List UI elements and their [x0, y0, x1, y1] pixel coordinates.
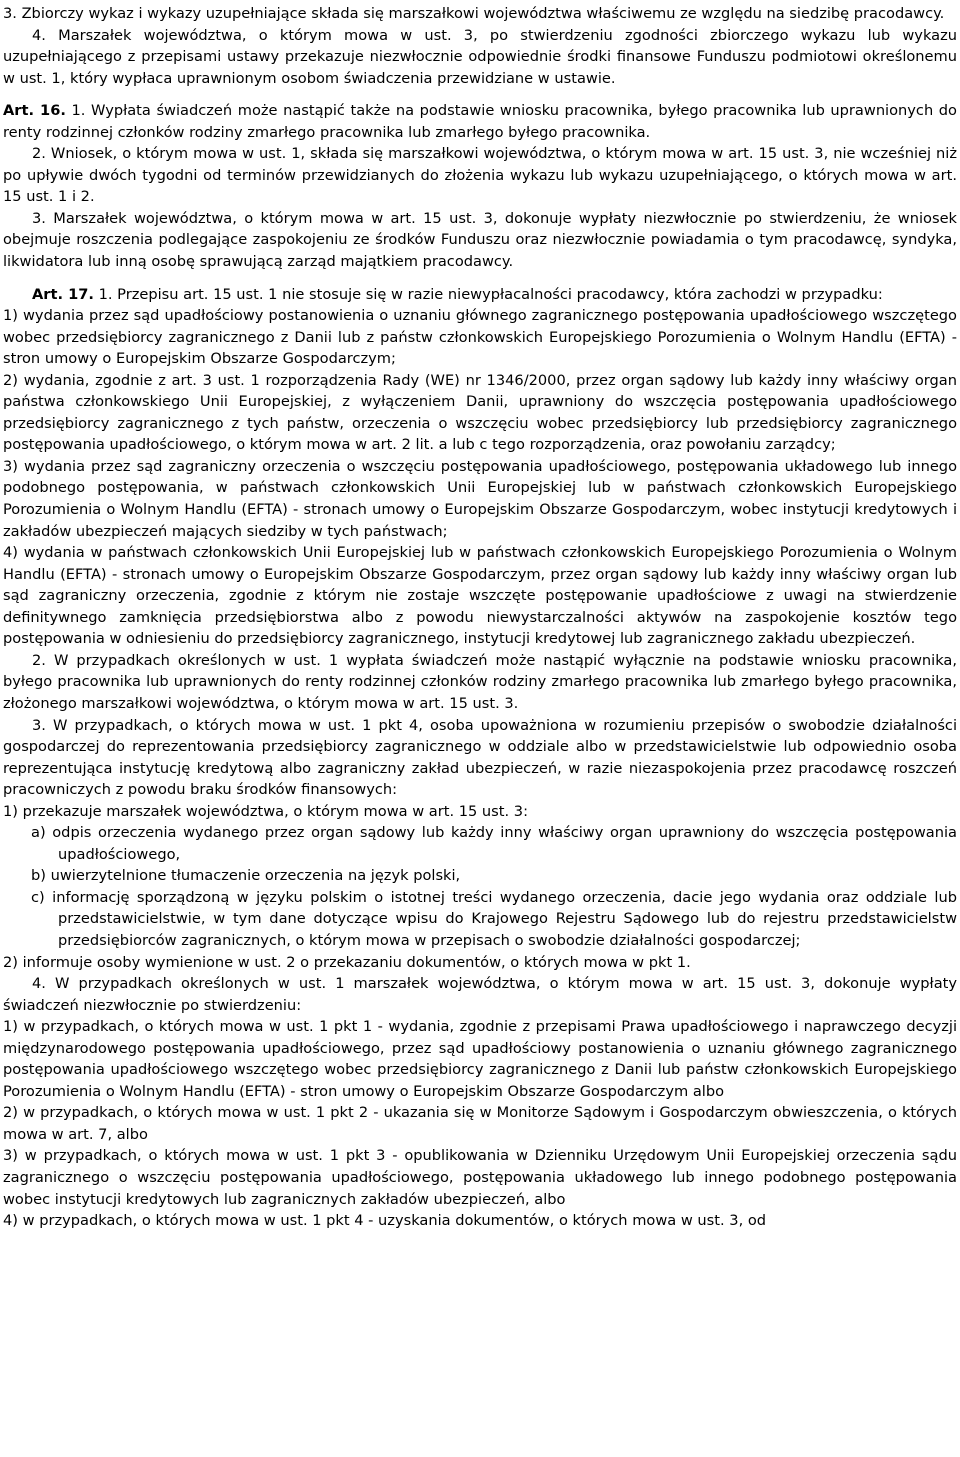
- paragraph-text: 1. Przepisu art. 15 ust. 1 nie stosuje się w razie niewypłacalności pracodawcy, która zachodzi w przypadku:: [93, 285, 883, 303]
- paragraph: [3, 542, 957, 650]
- paragraph-text: 1) w przypadkach, o których mowa w ust. 1 pkt 1 - wydania, zgodnie z przepisami Prawa upadłościowego i naprawczego decyzji międzynarodowego postępowania upadłościowego, przez sąd upadłościowy postanowienia o uznaniu głównego zagranicznego postępowania upadłościowego wszczętego wobec przedsiębiorcy zagranicznego z Danii lub państw członkowskich Europejskiego Porozumienia o Wolnym Handlu (EFTA) - stron umowy o Europejskim Obszarze Gospodarczym albo: [3, 1018, 957, 1100]
- paragraph-text: c) informację sporządzoną w języku polskim o istotnej treści wydanego orzeczenia, dacie jego wydania oraz oddziale lub przedstawicielstwie, w tym dane dotyczące wpisu do Krajowego Rejestru Sądowego lub do rejestru przedstawicielstw przedsiębiorców zagranicznych, o którym mowa w przepisach o swobodzie działalności gospodarczej;: [31, 888, 957, 949]
- paragraph-text: 2) wydania, zgodnie z art. 3 ust. 1 rozporządzenia Rady (WE) nr 1346/2000, przez organ sądowy lub każdy inny właściwy organ państwa członkowskiego Unii Europejskiej, z wyłączeniem Danii, uprawniony do wszczęcia postępowania upadłościowego przedsiębiorcy zagranicznego z tych państw, orzeczenia o wszczęciu wobec przedsiębiorcy lub przedsiębiorcy zagranicznego postępowania upadłościowego, o którym mowa w art. 2 lit. a lub c tego rozporządzenia, oraz powołaniu zarządcy;: [3, 371, 957, 454]
- paragraph-text: 2. W przypadkach określonych w ust. 1 wypłata świadczeń może nastąpić wyłącznie na podstawie wniosku pracownika, byłego pracownika lub uprawnionych do renty rodzinnej członków rodziny zmarłego pracownika lub zmarłego byłego pracownika, złożonego marszałkowi województwa, o którym mowa w art. 15 ust. 3.: [3, 651, 957, 712]
- paragraph: [3, 1102, 957, 1145]
- paragraph: [3, 305, 957, 370]
- paragraph-text: 2) w przypadkach, o których mowa w ust. 1 pkt 2 - ukazania się w Monitorze Sądowym i Gospodarczym obwieszczenia, o których mowa w art. 7, albo: [3, 1104, 957, 1143]
- paragraph: [3, 887, 957, 952]
- paragraph-gap: [3, 273, 957, 284]
- paragraph: [3, 370, 957, 456]
- paragraph: [3, 822, 957, 865]
- article-number: Art. 16.: [3, 102, 66, 120]
- paragraph: [3, 100, 957, 143]
- paragraph: [3, 143, 957, 208]
- paragraph-text: 2. Wniosek, o którym mowa w ust. 1, składa się marszałkowi województwa, o którym mowa w art. 15 ust. 3, nie wcześniej niż po upływie dwóch tygodni od terminów przewidzianych do złożenia wykazu lub wykazu uzupełniającego, o których mowa w art. 15 ust. 1 i 2.: [3, 145, 957, 206]
- paragraph: [3, 952, 957, 974]
- paragraph-text: 4) w przypadkach, o których mowa w ust. 1 pkt 4 - uzyskania dokumentów, o których mowa w ust. 3, od: [3, 1212, 767, 1230]
- paragraph-text: 1) wydania przez sąd upadłościowy postanowienia o uznaniu głównego zagranicznego postępowania upadłościowego wszczętego wobec przedsiębiorcy zagranicznego z Danii lub z państw członkowskich Europejskiego Porozumienia o Wolnym Handlu (EFTA) - stron umowy o Europejskim Obszarze Gospodarczym;: [3, 307, 957, 368]
- paragraph: [3, 801, 957, 823]
- paragraph-text: 4) wydania w państwach członkowskich Unii Europejskiej lub w państwach członkowskich Europejskiego Porozumienia o Wolnym Handlu (EFTA) - stronach umowy o Europejskim Obszarze Gospodarczym, przez organ sądowy lub każdy inny właściwy organ lub sąd zagraniczny orzeczenia, zgodnie z którym nie zostaje wszczęte postępowanie upadłościowe z uwagi na stwierdzenie definitywnego zamknięcia przedsiębiorstwa albo z powodu niewystarczalności aktywów na zaspokojenie kosztów tego postępowania w odniesieniu do przedsiębiorcy zagranicznego, instytucji kredytowej lub zagranicznego zakładu ubezpieczeń.: [3, 544, 957, 648]
- paragraph: [3, 973, 957, 1016]
- paragraph-text: 2) informuje osoby wymienione w ust. 2 o przekazaniu dokumentów, o których mowa w pkt 1.: [3, 953, 691, 971]
- paragraph: [3, 25, 957, 90]
- paragraph-text: 1) przekazuje marszałek województwa, o którym mowa w art. 15 ust. 3:: [3, 802, 528, 820]
- paragraph: [3, 1016, 957, 1102]
- paragraph: [3, 456, 957, 542]
- paragraph-text: 3. Marszałek województwa, o którym mowa w art. 15 ust. 3, dokonuje wypłaty niezwłocznie po stwierdzeniu, że wniosek obejmuje roszczenia podlegające zaspokojeniu ze środków Funduszu oraz niezwłocznie powiadamia o tym pracodawcę, syndyka, likwidatora lub inną osobę sprawującą zarząd majątkiem pracodawcy.: [3, 209, 957, 271]
- paragraph-text: 3. Zbiorczy wykaz i wykazy uzupełniające składa się marszałkowi województwa właściwemu ze względu na siedzibę pracodawcy.: [3, 5, 945, 22]
- paragraph: [3, 865, 957, 887]
- paragraph: [3, 715, 957, 801]
- paragraph: [3, 284, 957, 306]
- paragraph: [3, 1210, 957, 1232]
- paragraph-gap: [3, 89, 957, 100]
- paragraph-text: 4. Marszałek województwa, o którym mowa w ust. 3, po stwierdzeniu zgodności zbiorczego wykazu lub wykazu uzupełniającego z przepisami ustawy przekazuje niezwłocznie odpowiednie środki finansowe Funduszu podmiotowi określonemu w ust. 1, który wypłaca uprawnionym osobom świadczenia przewidziane w ustawie.: [3, 26, 957, 87]
- article-number: Art. 17.: [32, 285, 94, 303]
- paragraph-text: b) uwierzytelnione tłumaczenie orzeczenia na język polski,: [31, 867, 461, 885]
- paragraph-text: 3. W przypadkach, o których mowa w ust. 1 pkt 4, osoba upoważniona w rozumieniu przepisów o swobodzie działalności gospodarczej do reprezentowania przedsiębiorcy zagranicznego w oddziale albo w przedstawicielstwie lub odpowiednio osoba reprezentująca instytucję kredytową albo zagraniczny zakład ubezpieczeń, w razie niezaspokojenia przez pracodawcę roszczeń pracowniczych z powodu braku środków finansowych:: [3, 716, 957, 799]
- paragraph-text: 4. W przypadkach określonych w ust. 1 marszałek województwa, o którym mowa w art. 15 ust. 3, dokonuje wypłaty świadczeń niezwłocznie po stwierdzeniu:: [3, 975, 957, 1014]
- paragraph-text: 1. Wypłata świadczeń może nastąpić także na podstawie wniosku pracownika, byłego pracownika lub uprawnionych do renty rodzinnej członków rodziny zmarłego pracownika lub zmarłego byłego pracownika.: [3, 102, 957, 141]
- paragraph-text: 3) w przypadkach, o których mowa w ust. 1 pkt 3 - opublikowania w Dzienniku Urzędowym Unii Europejskiej orzeczenia sądu zagranicznego o wszczęciu postępowania upadłościowego, postępowania układowego lub innego podobnego postępowania wobec instytucji kredytowych lub zagranicznych zakładów ubezpieczeń, albo: [3, 1147, 957, 1208]
- paragraph: [3, 650, 957, 715]
- paragraph: [3, 3, 957, 25]
- paragraph: [3, 208, 957, 273]
- paragraph-text: 3) wydania przez sąd zagraniczny orzeczenia o wszczęciu postępowania upadłościowego, postępowania układowego lub innego podobnego postępowania, w państwach członkowskich Unii Europejskiej lub w państwach członkowskich Europejskiego Porozumienia o Wolnym Handlu (EFTA) - stronach umowy o Europejskim Obszarze Gospodarczym, wobec instytucji kredytowych i zakładów ubezpieczeń mających siedziby w tych państwach;: [3, 457, 957, 540]
- document-body: [3, 3, 957, 1232]
- paragraph: [3, 1145, 957, 1210]
- paragraph-text: a) odpis orzeczenia wydanego przez organ sądowy lub każdy inny właściwy organ uprawniony do wszczęcia postępowania upadłościowego,: [31, 824, 957, 863]
